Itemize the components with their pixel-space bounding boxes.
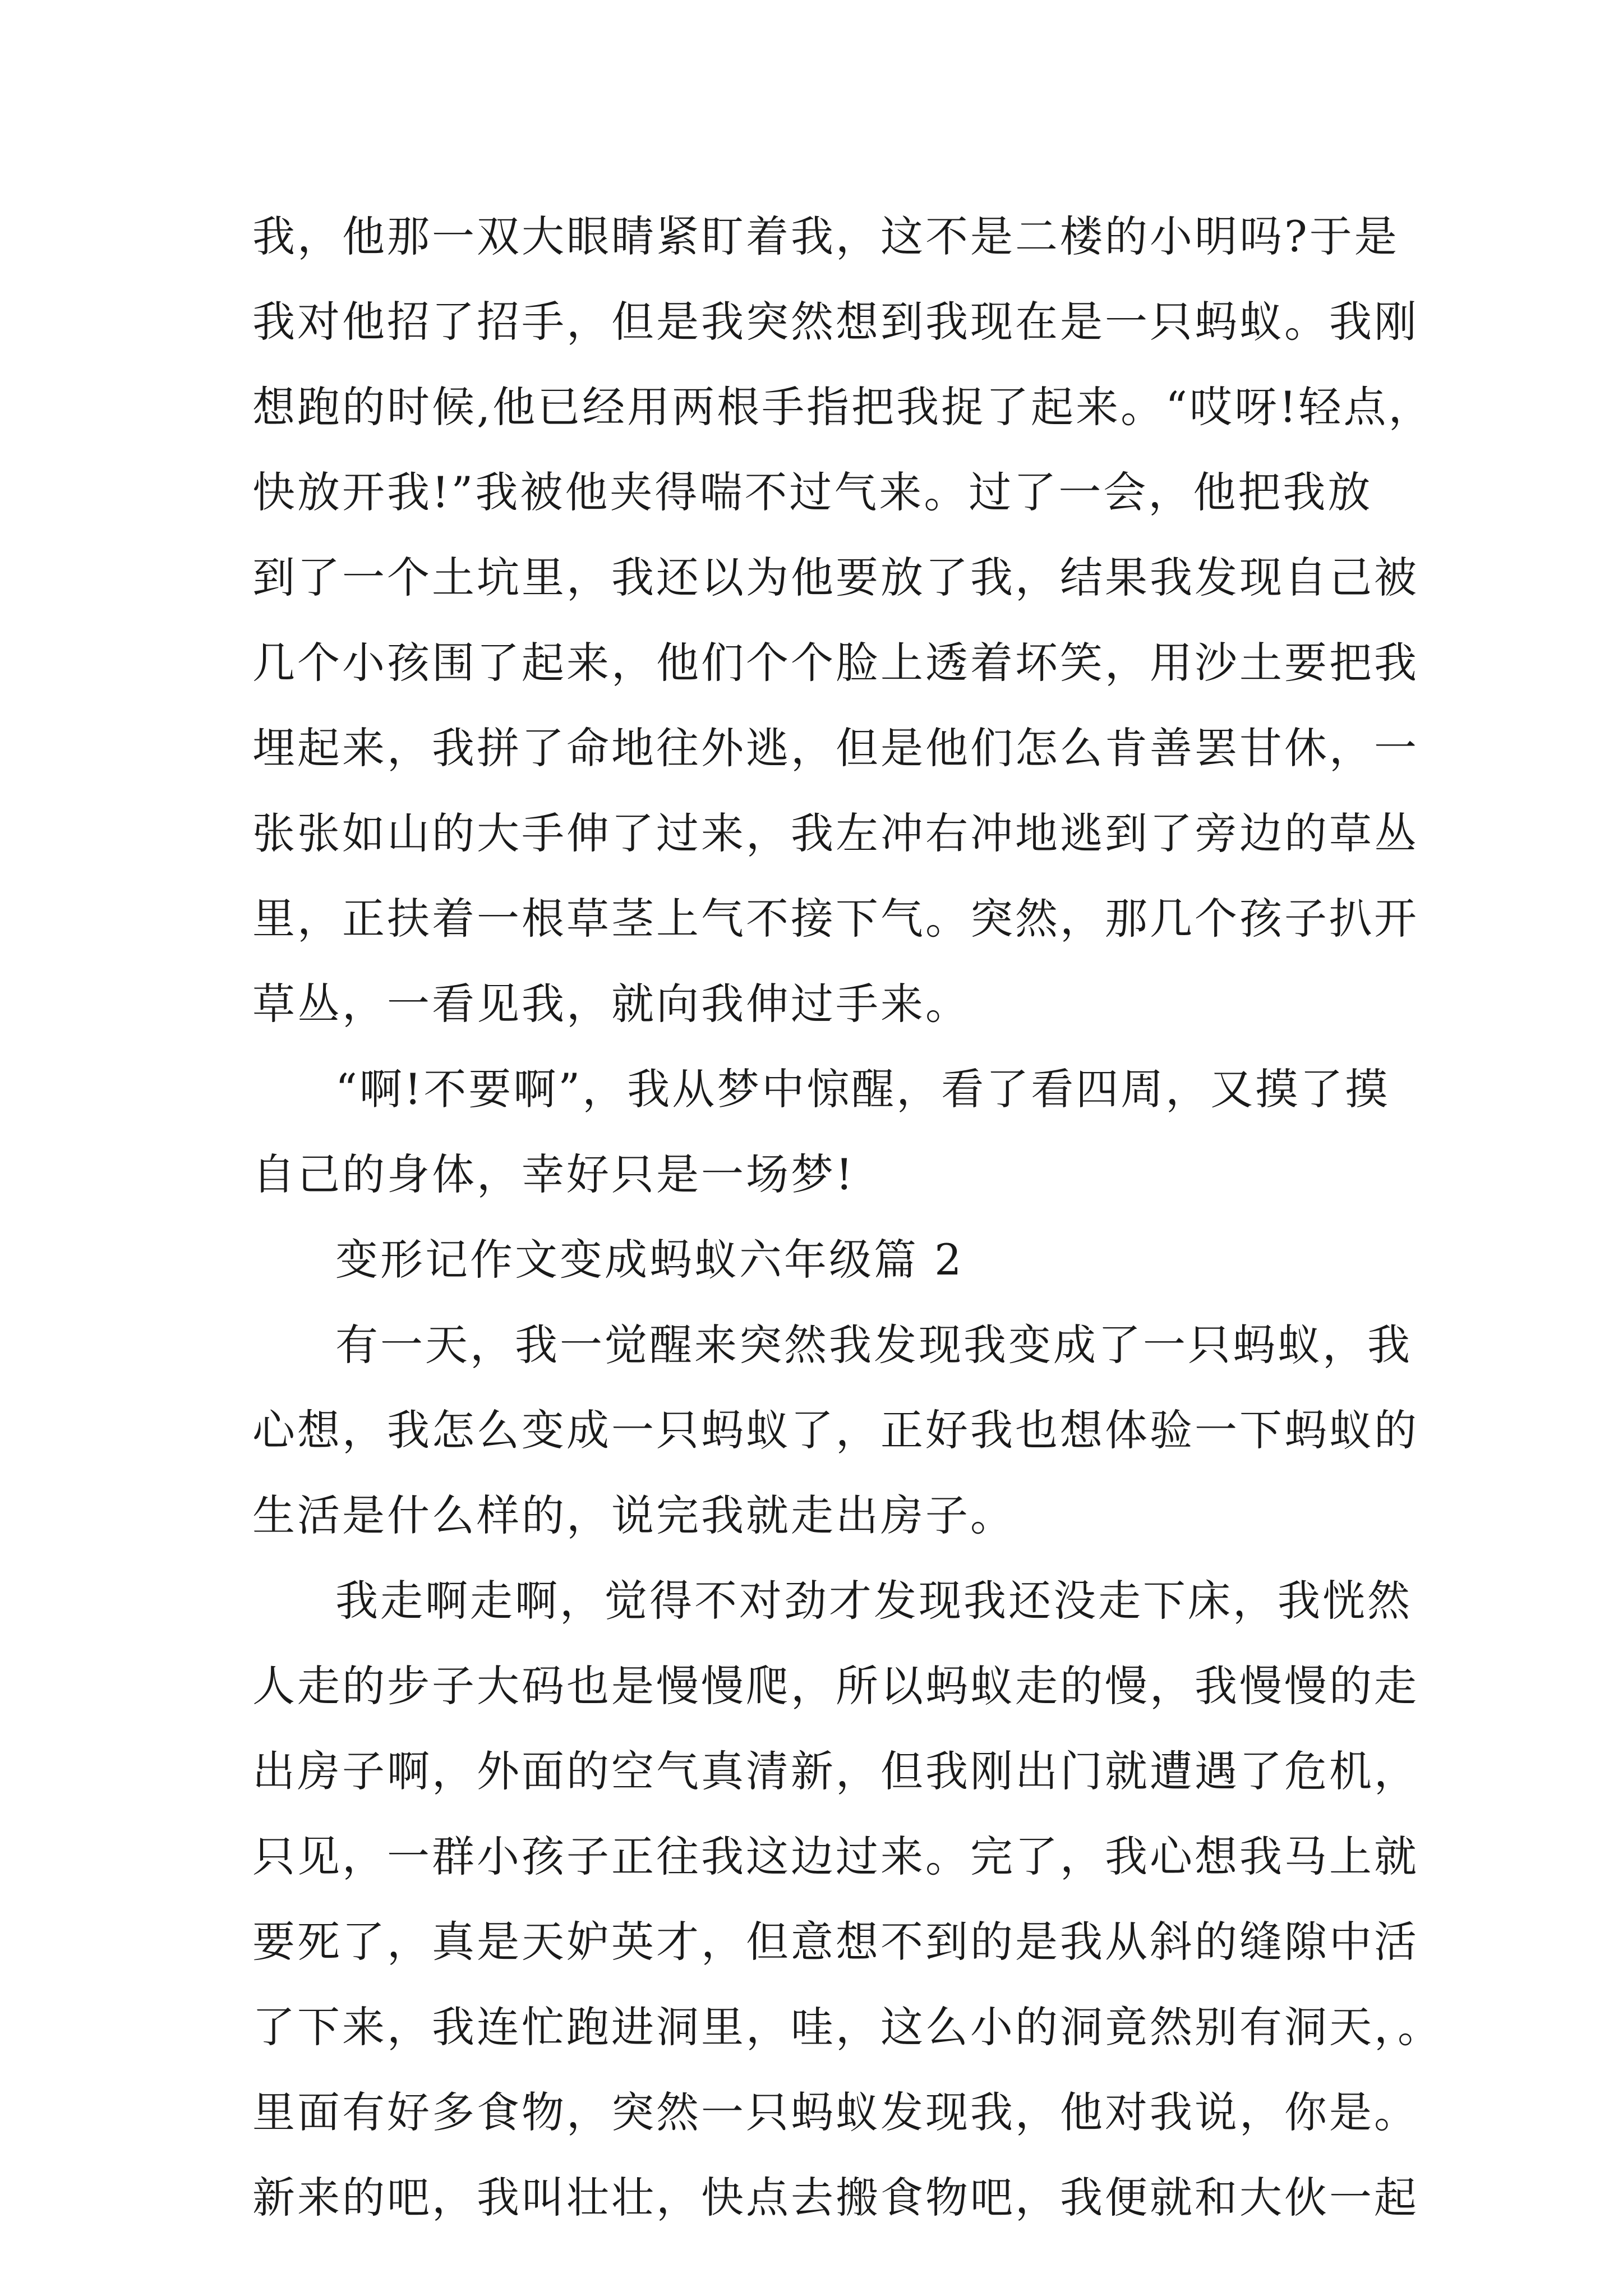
text-line: 里面有好多食物，突然一只蚂蚁发现我，他对我说，你是。 bbox=[252, 2087, 1419, 2137]
text-line: 生活是什么样的，说完我就走出房子。 bbox=[252, 1490, 1015, 1540]
text-line: 到了一个土坑里，我还以为他要放了我，结果我发现自己被 bbox=[252, 553, 1419, 602]
text-line: 里，正扶着一根草茎上气不接下气。突然，那几个孩子扒开 bbox=[252, 894, 1419, 944]
text-line: 了下来，我连忙跑进洞里，哇，这么小的洞竟然别有洞天，。 bbox=[252, 2002, 1442, 2052]
text-line: 人走的步子大码也是慢慢爬，所以蚂蚁走的慢，我慢慢的走 bbox=[252, 1661, 1419, 1711]
text-line: 我对他招了招手，但是我突然想到我现在是一只蚂蚁。我刚 bbox=[252, 297, 1419, 347]
text-line: 要死了，真是天妒英才，但意想不到的是我从斜的缝隙中活 bbox=[252, 1917, 1419, 1967]
text-line: 我，他那一双大眼睛紧盯着我，这不是二楼的小明吗?于是 bbox=[252, 211, 1399, 261]
paragraph-start: 有一天，我一觉醒来突然我发现我变成了一只蚂蚁，我 bbox=[335, 1320, 1412, 1370]
text-line: 几个小孩围了起来，他们个个脸上透着坏笑，用沙土要把我 bbox=[252, 638, 1419, 688]
text-line: 只见，一群小孩子正往我这边过来。完了，我心想我马上就 bbox=[252, 1832, 1419, 1881]
text-line: 快放开我!”我被他夹得喘不过气来。过了一会，他把我放 bbox=[252, 467, 1373, 517]
text-line: 埋起来，我拼了命地往外逃，但是他们怎么肯善罢甘休，一 bbox=[252, 723, 1419, 773]
text-line: 心想，我怎么变成一只蚂蚁了，正好我也想体验一下蚂蚁的 bbox=[252, 1405, 1419, 1455]
text-line: 自己的身体，幸好只是一场梦! bbox=[252, 1149, 855, 1199]
text-line: 张张如山的大手伸了过来，我左冲右冲地逃到了旁边的草丛 bbox=[252, 808, 1419, 858]
text-line: 出房子啊，外面的空气真清新，但我刚出门就遭遇了危机， bbox=[252, 1746, 1419, 1796]
text-line: 新来的吧，我叫壮壮，快点去搬食物吧，我便就和大伙一起 bbox=[252, 2173, 1419, 2223]
text-line: 想跑的时候,他已经用两根手指把我捉了起来。“哎呀!轻点， bbox=[252, 382, 1433, 432]
text-line: 草丛，一看见我，就向我伸过手来。 bbox=[252, 979, 970, 1029]
section-heading: 变形记作文变成蚂蚁六年级篇 2 bbox=[335, 1235, 964, 1285]
paragraph-start: “啊!不要啊”，我从梦中惊醒，看了看四周，又摸了摸 bbox=[335, 1064, 1390, 1114]
paragraph-start: 我走啊走啊，觉得不对劲才发现我还没走下床，我恍然 bbox=[335, 1576, 1412, 1626]
